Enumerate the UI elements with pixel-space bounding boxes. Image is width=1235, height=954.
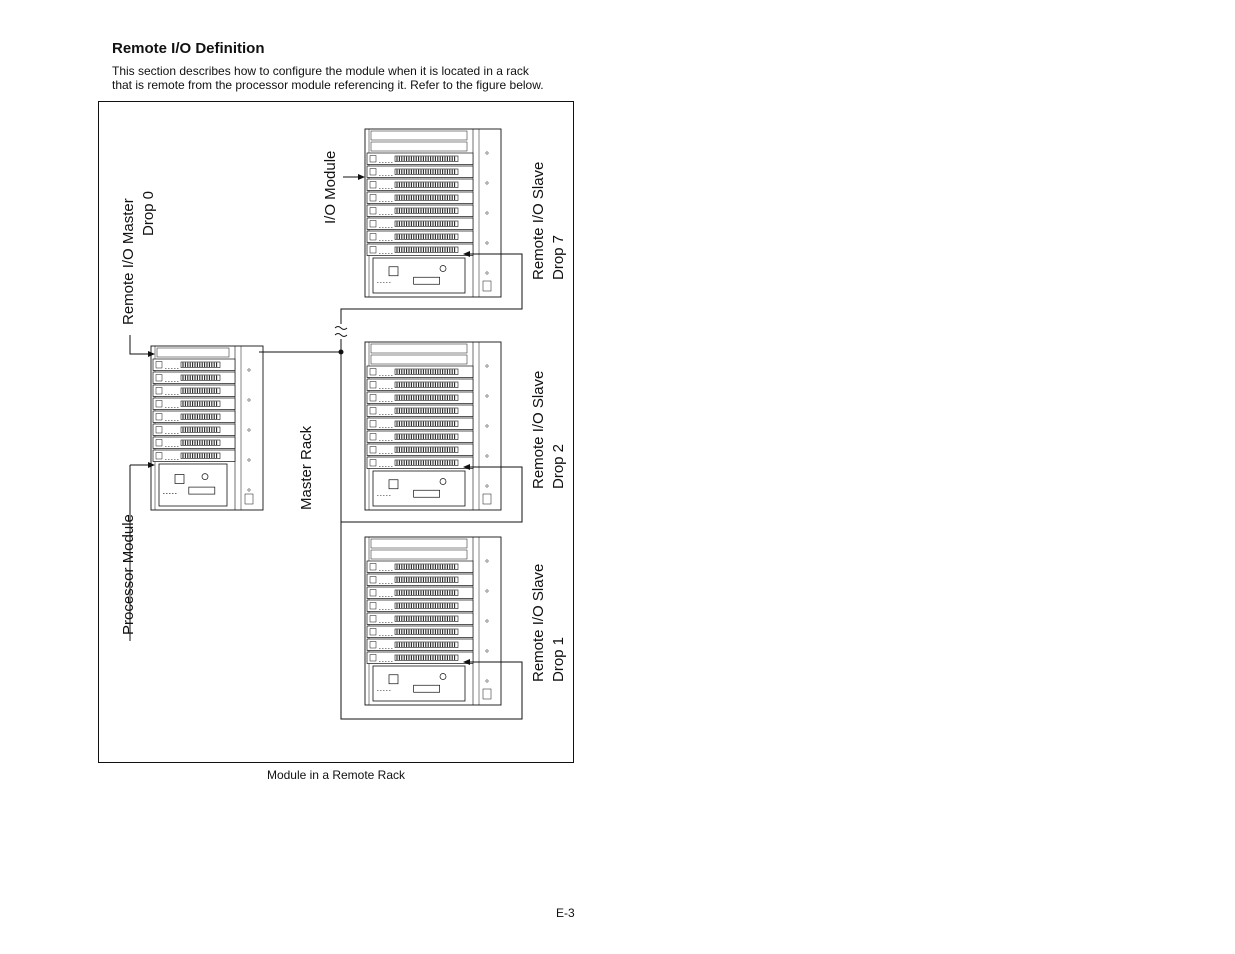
label-drop-2: Drop 2 [550, 443, 567, 489]
label-io-module: I/O Module [322, 150, 339, 224]
label-slave-drop-2: Remote I/O Slave [530, 370, 547, 489]
figure-caption: Module in a Remote Rack [266, 768, 406, 782]
cable-break-symbol [335, 327, 347, 337]
page-number: E-3 [556, 906, 575, 920]
slave-rack-drop-2 [365, 342, 501, 510]
label-master-drop: Drop 0 [140, 190, 157, 236]
label-drop-1: Drop 1 [550, 636, 567, 682]
master-rack-chassis [151, 346, 263, 510]
remote-io-diagram [99, 102, 575, 764]
label-drop-7: Drop 7 [550, 234, 567, 280]
remote-rack-figure [98, 101, 574, 763]
label-processor-module: Processor Module [120, 514, 137, 635]
label-remote-io-master: Remote I/O Master [120, 198, 137, 325]
intro-line: that is remote from the processor module referencing it. Refer to the figure below. [112, 78, 544, 92]
label-slave-drop-7: Remote I/O Slave [530, 161, 547, 280]
label-master-rack: Master Rack [298, 425, 315, 510]
intro-line: This section describes how to configure the module when it is located in a rack [112, 64, 529, 78]
slave-rack-drop-7 [365, 129, 501, 297]
cable-junction [339, 350, 344, 355]
slave-rack-drop-1 [365, 537, 501, 705]
section-title: Remote I/O Definition [112, 40, 265, 57]
label-slave-drop-1: Remote I/O Slave [530, 563, 547, 682]
intro-paragraph [112, 64, 582, 92]
